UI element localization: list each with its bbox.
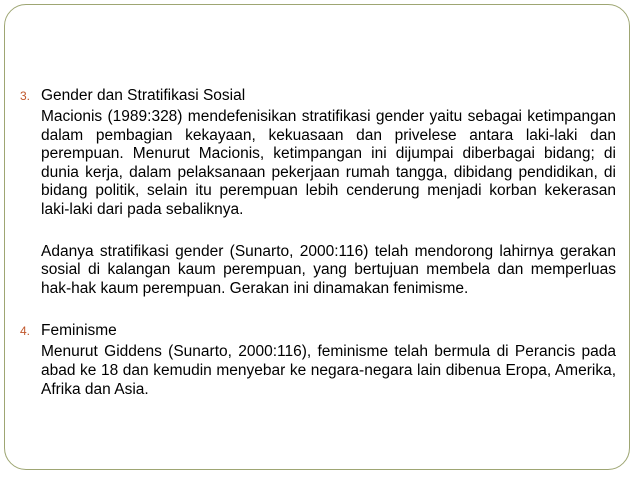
- section-number: 4.: [20, 324, 31, 339]
- section-number: 3.: [20, 89, 31, 103]
- paragraph-macionis: Macionis (1989:328) mendefenisikan stratifikasi gender yaitu sebagai ketimpangan dalam pembagian kekayaan, kekuasaan dan privelese antara laki-laki dan perempuan. Menurut Macionis, ketimpangan ini dijumpai diberbagai bidang; di dunia kerja, dalam pelaksanaan pekerjaan rumah tangga, dibidang pendidikan, di bidang politik, selain itu perempuan lebih cenderung menjadi korban kekerasan laki-laki dari pada sebaliknya.: [41, 108, 616, 218]
- paragraph-stratifikasi-gender: Adanya stratifikasi gender (Sunarto, 2000:116) telah mendorong lahirnya gerakan sosial di kalangan kaum perempuan, yang bertujuan membela dan memperluas hak-hak kaum perempuan. Gerakan ini dinamakan fenimisme.: [41, 242, 616, 297]
- section-feminisme: [20, 321, 616, 399]
- slide-content: [20, 86, 616, 399]
- paragraph-giddens: Menurut Giddens (Sunarto, 2000:116), feminisme telah bermula di Perancis pada abad ke 18 dan kemudin menyebar ke negara-negara lain dibenua Eropa, Amerika, Afrika dan Asia.: [41, 343, 616, 398]
- section-heading-row: [20, 321, 616, 343]
- section-heading-row: [20, 86, 616, 108]
- section-heading: Feminisme: [41, 322, 117, 340]
- section-heading: Gender dan Stratifikasi Sosial: [41, 87, 246, 104]
- section-gender-stratifikasi: [20, 86, 616, 298]
